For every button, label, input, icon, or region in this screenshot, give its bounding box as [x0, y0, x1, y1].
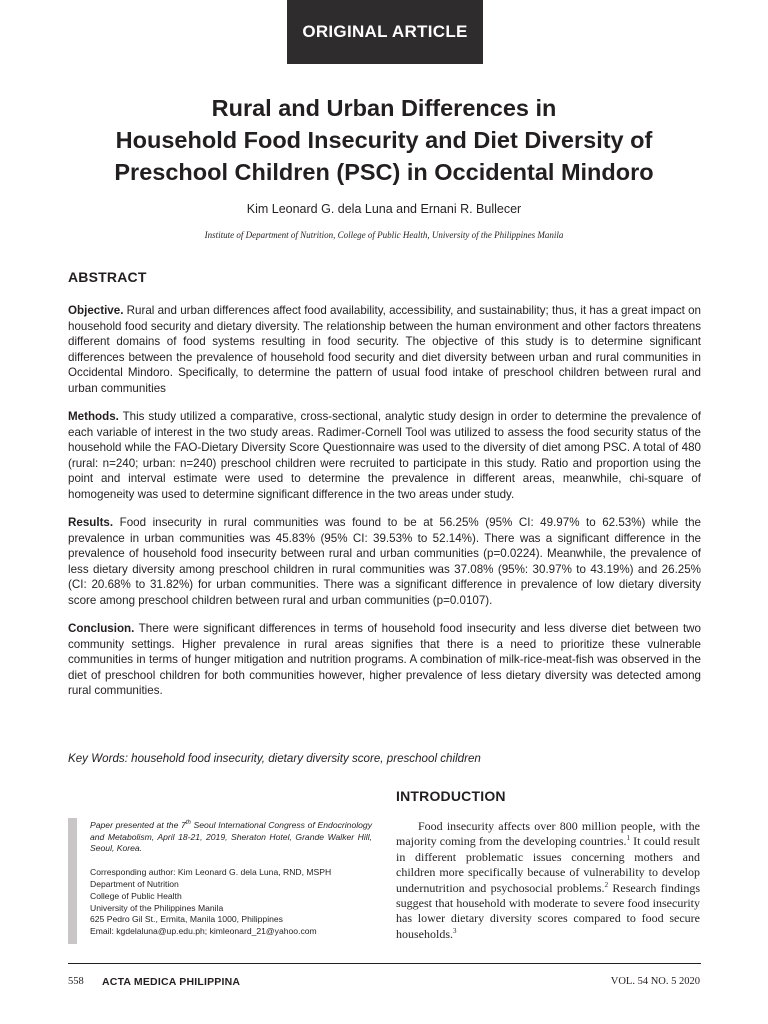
ordinal-sup: th [185, 820, 191, 826]
abstract-conclusion [68, 621, 701, 699]
introduction-heading: INTRODUCTION [396, 788, 506, 804]
conclusion-text: There were significant differences in terms of household food insecurity and less diverse diet between two community settings. Higher prevalence in rural areas signifies that there is a need to prioritize these vulnerable communities in terms of hunger mitigation and nutrition programs. A combination of milk-rice-meat-fish was observed in the diet of preschool children for both communities however, higher prevalence of less dietary diversity was detected among rural communities. [68, 622, 701, 697]
abstract-results [68, 515, 701, 608]
page-number: 558 [68, 976, 84, 987]
department: Department of Nutrition [90, 879, 179, 890]
journal-name: ACTA MEDICA PHILIPPINA [102, 976, 241, 988]
title-line: Preschool Children (PSC) in Occidental Mindoro [114, 159, 654, 185]
abstract-body [68, 303, 701, 712]
title-line: Rural and Urban Differences in [211, 95, 557, 121]
citation-ref[interactable]: 1 [626, 834, 631, 843]
introduction-paragraph [396, 819, 700, 942]
abstract-methods [68, 409, 701, 502]
results-text: Food insecurity in rural communities was found to be at 56.25% (95% CI: 49.97% to 62.53%) while the prevalence in urban communities was 45.83% (95% CI: 39.53% to 52.14%). There was a significant difference in the prevalence of household food insecurity between rural and urban communities (p=0.0224). Meanwhile, the prevalence of less dietary diversity among preschool children in rural communities was 37.08% (95%: 30.97% to 43.19%) and 26.25% (CI: 20.68% to 31.82%) for urban communities. There was a significant difference in prevalence of low dietary diversity score among preschool children between rural and urban communities (p=0.0107). [68, 516, 701, 607]
article-type-label: ORIGINAL ARTICLE [302, 22, 468, 41]
presentation-note-text: Paper presented at the 7 [90, 819, 186, 830]
author-list: Kim Leonard G. dela Luna and Ernani R. Bullecer [246, 202, 522, 216]
title-line: Household Food Insecurity and Diet Diversity of [115, 127, 653, 153]
email[interactable]: Email: kgdelaluna@up.edu.ph; kimleonard_21@yahoo.com [90, 926, 317, 937]
conclusion-label: Conclusion. [68, 622, 135, 635]
citation-ref[interactable]: 2 [604, 880, 609, 889]
objective-text: Rural and urban differences affect food availability, accessibility, and sustainability; thus, it has a great impact on household food security and dietary diversity. The relationship between the human environment and other factors threatens different domains of food systems resulting in food security. The objective of this study is to determine significant differences between the prevalence of household food security and diet diversity between urban and rural communities in Occidental Mindoro. Specifically, to determine the pattern of usual food intake of preschool children between rural and urban communities [68, 304, 701, 395]
college: College of Public Health [90, 890, 182, 901]
methods-label: Methods. [68, 410, 119, 423]
results-label: Results. [68, 516, 114, 529]
citation-ref[interactable]: 3 [453, 926, 457, 935]
keywords: Key Words: household food insecurity, dietary diversity score, preschool children [68, 752, 481, 765]
affiliation: Institute of Department of Nutrition, College of Public Health, University of the Philippines Manila [204, 230, 564, 240]
university: University of the Philippines Manila [90, 902, 224, 913]
abstract-heading: ABSTRACT [68, 269, 147, 285]
objective-label: Objective. [68, 304, 124, 317]
article-title [40, 92, 728, 188]
intro-text: Research findings suggest that household with moderate to severe food insecurity has lower dietary diversity scores compared to food secure households. [396, 880, 700, 941]
presentation-note-text: Seoul International Congress of Endocrinology and Metabolism, April 18-21, 2019, Sheraton Hotel, Grande Walker Hill, Seoul, Korea. [90, 819, 372, 854]
methods-text: This study utilized a comparative, cross-sectional, analytic study design in order to determine the prevalence of each variable of interest in the two study areas. Radimer-Cornell Tool was utilized to assess the food security status of the household while the FAO-Dietary Diversity Score Questionnaire was used to the diversity of diet among PSC. A total of 480 (rural: n=240; urban: n=240) preschool children were recruited to participate in this study. Ratio and proportion using the point and interval estimate were used to determine the prevalence in different areas, meanwhile, chi-square of homogeneity was used to determine significant difference in the two areas under study. [68, 410, 701, 501]
intro-text: It could result in different problematic issues concerning mothers and children more specifically because of vulnerability to develop undernutrition and psychosocial problems. [396, 834, 700, 895]
presentation-note [90, 818, 372, 855]
footnote-box [68, 818, 372, 944]
volume-info: VOL. 54 NO. 5 2020 [610, 976, 700, 987]
article-type-banner [287, 0, 483, 64]
intro-text: Food insecurity affects over 800 million people, with the majority coming from the developing countries. [396, 819, 700, 849]
abstract-objective [68, 303, 701, 396]
address: 625 Pedro Gil St., Ermita, Manila 1000, Philippines [90, 914, 283, 925]
footer-divider [68, 963, 701, 964]
corresponding-author: Corresponding author: Kim Leonard G. dela Luna, RND, MSPH [90, 867, 332, 878]
